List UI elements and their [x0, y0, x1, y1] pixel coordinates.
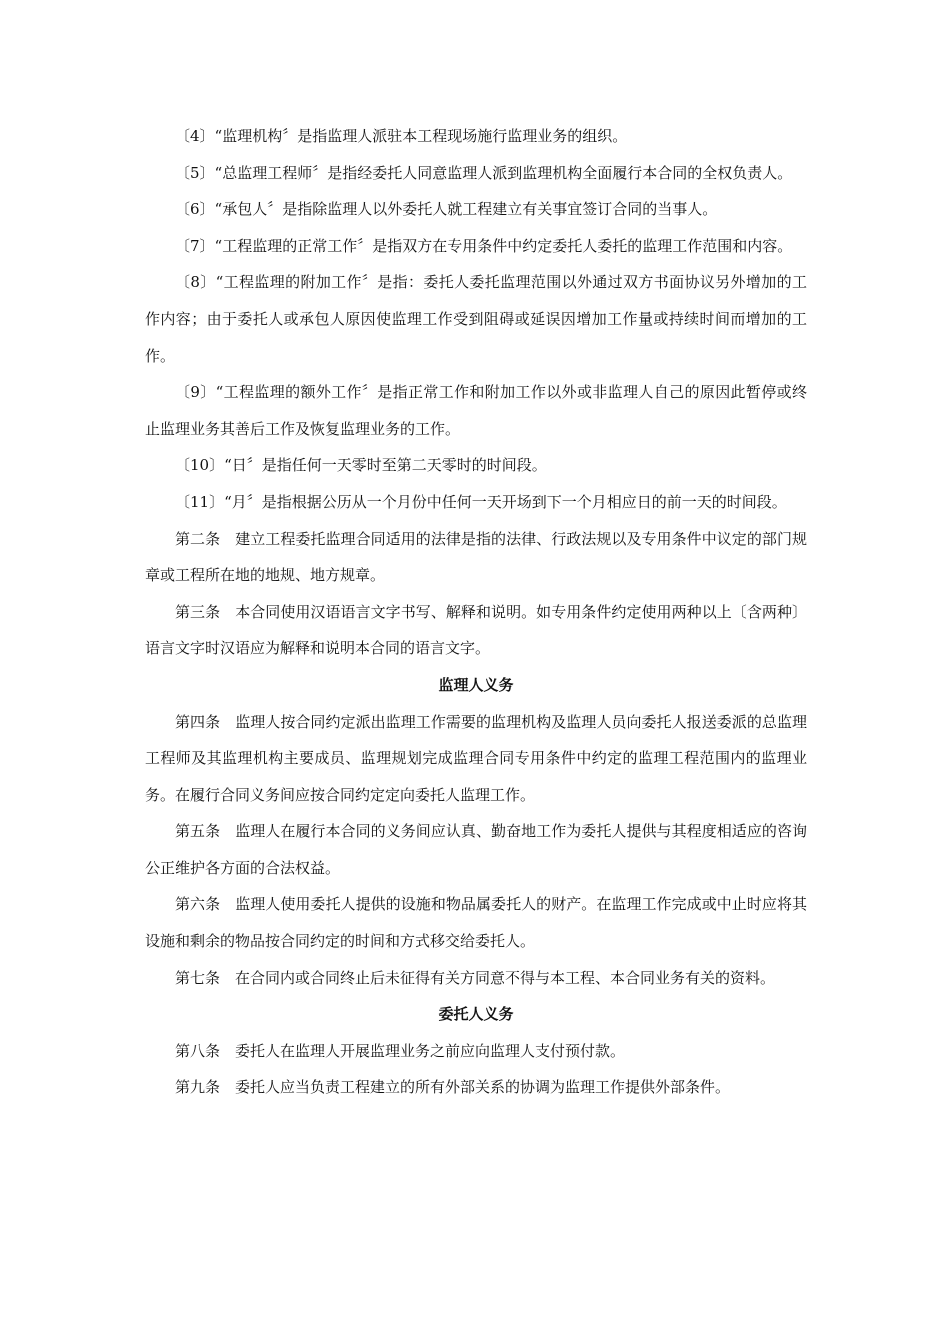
- section-heading-supervisor-duties: 监理人义务: [438, 675, 514, 694]
- article-2: 第二条 建立工程委托监理合同适用的法律是指的法律、行政法规以及专用条件中议定的部门规章或工程所在地的地规、地方规章。: [145, 529, 807, 585]
- definition-6: 〔6〕“承包人〞是指除监理人以外委托人就工程建立有关事宜签订合同的当事人。: [175, 200, 718, 219]
- article-8: 第八条 委托人在监理人开展监理业务之前应向监理人支付预付款。: [175, 1041, 626, 1060]
- definition-7: 〔7〕“工程监理的正常工作〞是指双方在专用条件中约定委托人委托的监理工作范围和内容。: [175, 236, 793, 255]
- definition-11: 〔11〕“月〞是指根据公历从一个月份中任何一天开场到下一个月相应日的前一天的时间段。: [175, 492, 787, 511]
- definition-4: 〔4〕“监理机构〞是指监理人派驻本工程现场施行监理业务的组织。: [175, 127, 628, 145]
- article-5: 第五条 监理人在履行本合同的义务间应认真、勤奋地工作为委托人提供与其程度相适应的咨询公正维护各方面的合法权益。: [145, 822, 807, 877]
- article-3: 第三条 本合同使用汉语语言文字书写、解释和说明。如专用条件约定使用两种以上〔含两种〕语言文字时汉语应为解释和说明本合同的语言文字。: [145, 602, 807, 658]
- article-4: 第四条 监理人按合同约定派出监理工作需要的监理机构及监理人员向委托人报送委派的总监理工程师及其监理机构主要成员、监理规划完成监理合同专用条件中约定的监理工程范围内的监理业务。在履行合同义务间应按合同约定定向委托人监理工作。: [145, 712, 807, 804]
- definition-5: 〔5〕“总监理工程师〞是指经委托人同意监理人派到监理机构全面履行本合同的全权负责人。: [175, 163, 793, 182]
- definition-8: 〔8〕“工程监理的附加工作〞是指：委托人委托监理范围以外通过双方书面协议另外增加的工作内容；由于委托人或承包人原因使监理工作受到阻碍或延误因增加工作量或持续时间而增加的工作。: [145, 273, 807, 365]
- definition-9: 〔9〕“工程监理的额外工作〞是指正常工作和附加工作以外或非监理人自己的原因此暂停或终止监理业务其善后工作及恢复监理业务的工作。: [145, 383, 807, 438]
- article-6: 第六条 监理人使用委托人提供的设施和物品属委托人的财产。在监理工作完成或中止时应将其设施和剩余的物品按合同约定的时间和方式移交给委托人。: [145, 895, 807, 951]
- section-heading-client-duties: 委托人义务: [438, 1005, 514, 1024]
- article-7: 第七条 在合同内或合同终止后未征得有关方同意不得与本工程、本合同业务有关的资料。: [175, 968, 776, 987]
- article-9: 第九条 委托人应当负责工程建立的所有外部关系的协调为监理工作提供外部条件。: [175, 1078, 731, 1097]
- definition-10: 〔10〕“日〞是指任何一天零时至第二天零时的时间段。: [175, 456, 547, 475]
- document-page: [145, 118, 807, 1106]
